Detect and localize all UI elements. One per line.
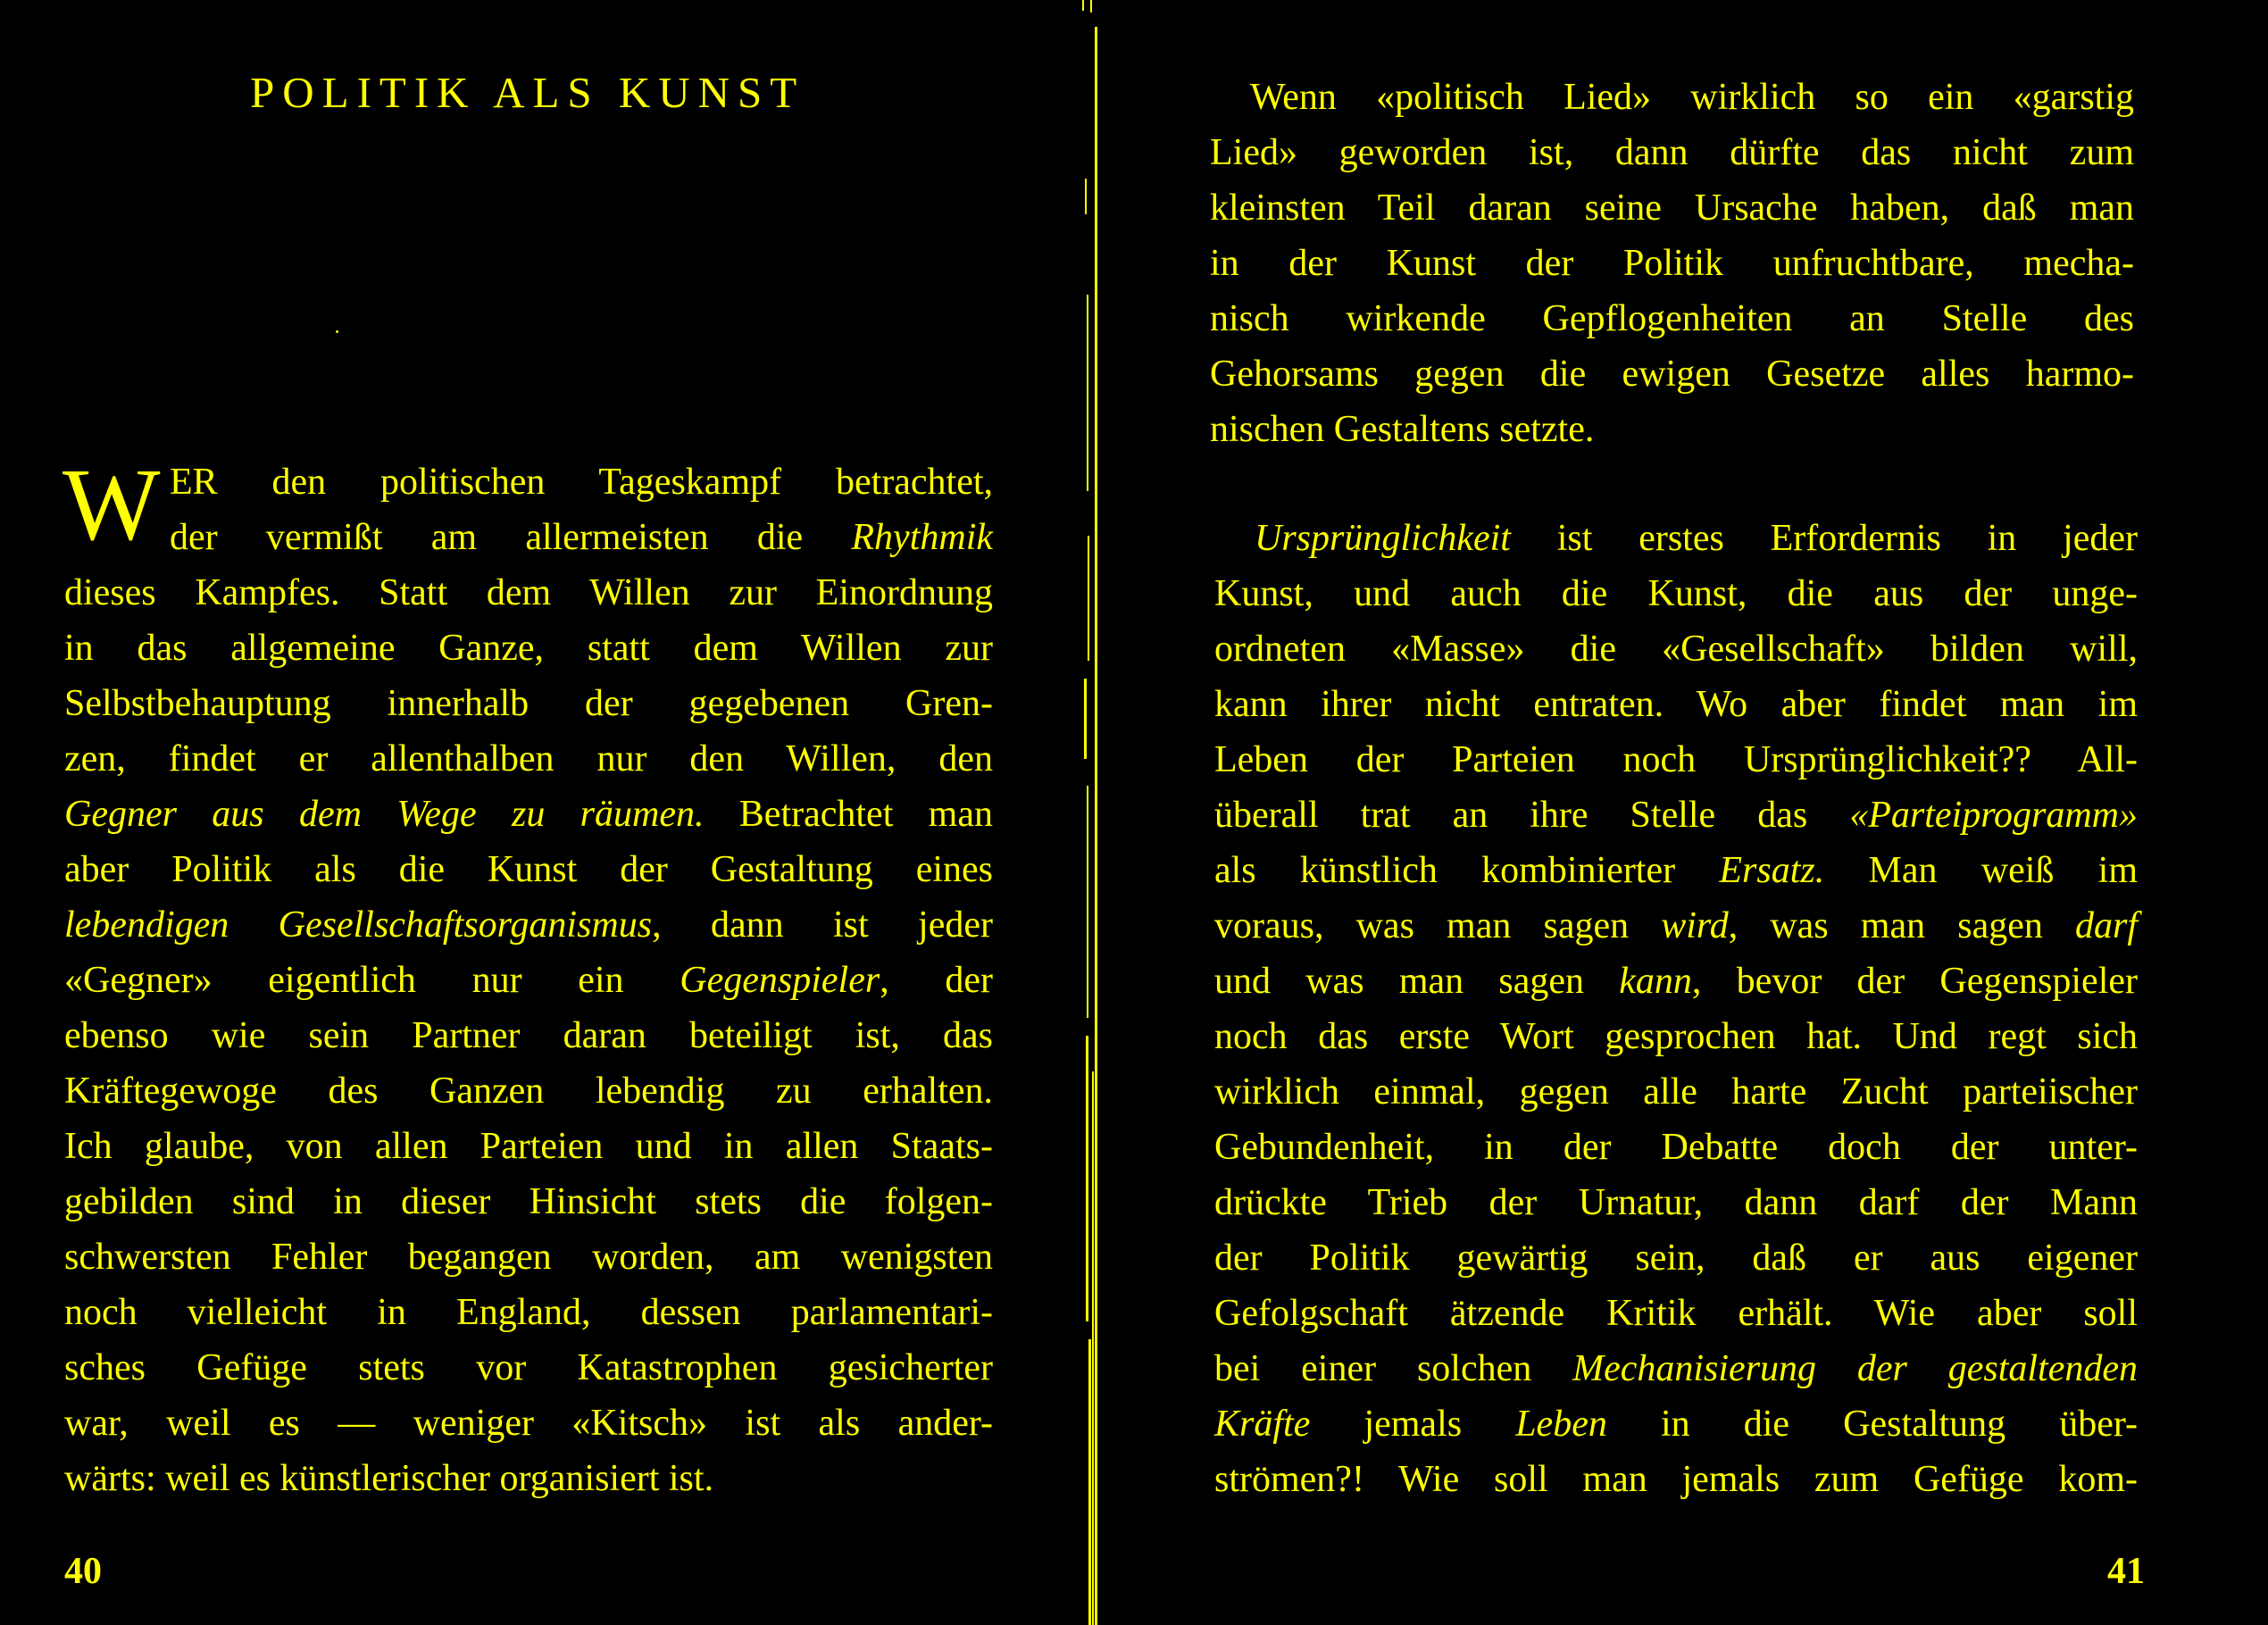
italic-term: «Parteiprogramm» xyxy=(1849,795,2138,836)
text-line: Leben der Parteien noch Ursprünglichkeit?? All- xyxy=(1214,739,2138,780)
text-line: zen, findet er allenthalben nur den Willen, den xyxy=(64,738,993,779)
text-line: aber Politik als die Kunst der Gestaltung eines xyxy=(64,849,993,890)
italic-term: Gegner aus dem Wege zu räumen. xyxy=(64,794,705,835)
text-line: Kräfte jemals Leben in die Gestaltung über- xyxy=(1214,1404,2139,1445)
text-line: nisch wirkende Gepflogenheiten an Stelle des xyxy=(1210,298,2134,339)
right-paragraph-2 xyxy=(1214,511,2138,1507)
text-line: «Gegner» eigentlich nur ein Gegenspieler, der xyxy=(64,960,993,1001)
text-line: bei einer solchen Mechanisierung der gestaltenden xyxy=(1214,1348,2139,1389)
text-line: in das allgemeine Ganze, statt dem Willen zur xyxy=(64,628,993,669)
text-line: Gehorsams gegen die ewigen Gesetze alles harmo- xyxy=(1210,354,2134,395)
text-line: wärts: weil es künstlerischer organisiert ist. xyxy=(64,1458,714,1499)
text-line: überall trat an ihre Stelle das «Parteiprogramm» xyxy=(1214,795,2138,836)
gutter-stroke xyxy=(1086,1036,1088,1321)
gutter-stroke xyxy=(1087,786,1088,1018)
italic-term: wird xyxy=(1661,905,1729,946)
text-line: dieses Kampfes. Statt dem Willen zur Einordnung xyxy=(64,572,993,613)
text-line: Gegner aus dem Wege zu räumen. Betrachtet man xyxy=(64,794,993,835)
text-line: voraus, was man sagen wird, was man sagen darf xyxy=(1214,905,2138,946)
left-page xyxy=(0,0,1085,1625)
text-line: Gebundenheit, in der Debatte doch der unter- xyxy=(1214,1127,2138,1168)
italic-term: Rhythmik xyxy=(851,517,993,558)
italic-term: Gegenspieler xyxy=(680,960,880,1001)
gutter-stroke xyxy=(1092,1071,1094,1625)
text-line: kann ihrer nicht entraten. Wo aber findet man im xyxy=(1214,684,2138,725)
text-line: Ich glaube, von allen Parteien und in allen Staats- xyxy=(64,1126,993,1167)
italic-term: Ersatz. xyxy=(1719,850,1825,891)
text-line: Gefolgschaft ätzende Kritik erhält. Wie aber soll xyxy=(1214,1293,2138,1334)
text-line: der vermißt am allermeisten die Rhythmik xyxy=(170,517,993,558)
gutter-stroke xyxy=(1088,536,1089,661)
gutter-stroke xyxy=(1088,1339,1091,1625)
text-line: drückte Trieb der Urnatur, dann darf der Mann xyxy=(1214,1182,2138,1223)
text-line: Lied» geworden ist, dann dürfte das nicht zum xyxy=(1210,132,2134,173)
italic-term: Ursprünglichkeit xyxy=(1255,518,1511,559)
drop-cap: W xyxy=(63,448,161,562)
gutter-stroke xyxy=(1095,27,1097,1625)
text-line: Selbstbehauptung innerhalb der gegebenen Gren- xyxy=(64,683,993,724)
text-line: ebenso wie sein Partner daran beteiligt ist, das xyxy=(64,1015,993,1056)
right-paragraph-1 xyxy=(1210,70,2134,457)
page-number-left: 40 xyxy=(64,1551,102,1592)
text-line: Wenn «politisch Lied» wirklich so ein «garstig xyxy=(1250,77,2134,118)
text-line: und was man sagen kann, bevor der Gegenspieler xyxy=(1214,961,2138,1002)
text-line: ordneten «Masse» die «Gesellschaft» bilden will, xyxy=(1214,629,2138,670)
text-line: wirklich einmal, gegen alle harte Zucht parteiischer xyxy=(1214,1071,2138,1112)
text-line: lebendigen Gesellschaftsorganismus, dann ist jeder xyxy=(64,904,993,946)
text-line: der Politik gewärtig sein, daß er aus eigener xyxy=(1214,1238,2138,1279)
gutter-stroke xyxy=(1090,0,1092,12)
gutter-stroke xyxy=(1085,179,1087,214)
gutter-stroke xyxy=(1087,295,1088,491)
text-line: noch das erste Wort gesprochen hat. Und regt sich xyxy=(1214,1016,2138,1057)
page-number-right: 41 xyxy=(2107,1551,2145,1592)
italic-term: darf xyxy=(2074,905,2138,946)
italic-term: Mechanisierung der gestaltenden xyxy=(1572,1348,2139,1389)
text-line: schwersten Fehler begangen worden, am wenigsten xyxy=(64,1237,993,1278)
gutter-stroke xyxy=(1084,679,1087,759)
text-line: noch vielleicht in England, dessen parlamentari- xyxy=(64,1292,993,1333)
text-line: als künstlich kombinierter Ersatz. Man weiß im xyxy=(1214,850,2138,891)
text-line: gebilden sind in dieser Hinsicht stets die folgen- xyxy=(64,1181,993,1222)
text-line: Kunst, und auch die Kunst, die aus der unge- xyxy=(1214,573,2138,614)
left-body-text xyxy=(63,448,993,1506)
text-line: Ursprünglichkeit ist erstes Erfordernis in jeder xyxy=(1255,518,2138,559)
right-page xyxy=(1107,0,2268,1625)
text-line: strömen?! Wie soll man jemals zum Gefüge kom- xyxy=(1214,1459,2138,1500)
italic-term: Kräfte xyxy=(1214,1404,1311,1445)
text-line: kleinsten Teil daran seine Ursache haben, daß man xyxy=(1210,188,2134,229)
italic-term: kann xyxy=(1619,961,1692,1002)
chapter-title: POLITIK ALS KUNST xyxy=(250,68,805,117)
text-line: sches Gefüge stets vor Katastrophen gesicherter xyxy=(64,1347,993,1388)
text-line: nischen Gestaltens setzte. xyxy=(1210,409,1595,450)
text-line: in der Kunst der Politik unfruchtbare, mecha- xyxy=(1210,243,2134,284)
text-line: ER den politischen Tageskampf betrachtet, xyxy=(170,462,993,503)
text-line: war, weil es — weniger «Kitsch» ist als ander- xyxy=(64,1403,993,1444)
italic-term: lebendigen Gesellschaftsorganismus xyxy=(64,904,653,946)
text-line: Kräftegewoge des Ganzen lebendig zu erhalten. xyxy=(64,1071,993,1112)
ink-speck xyxy=(336,330,338,333)
gutter-stroke xyxy=(1082,0,1084,11)
italic-term: Leben xyxy=(1515,1404,1607,1445)
